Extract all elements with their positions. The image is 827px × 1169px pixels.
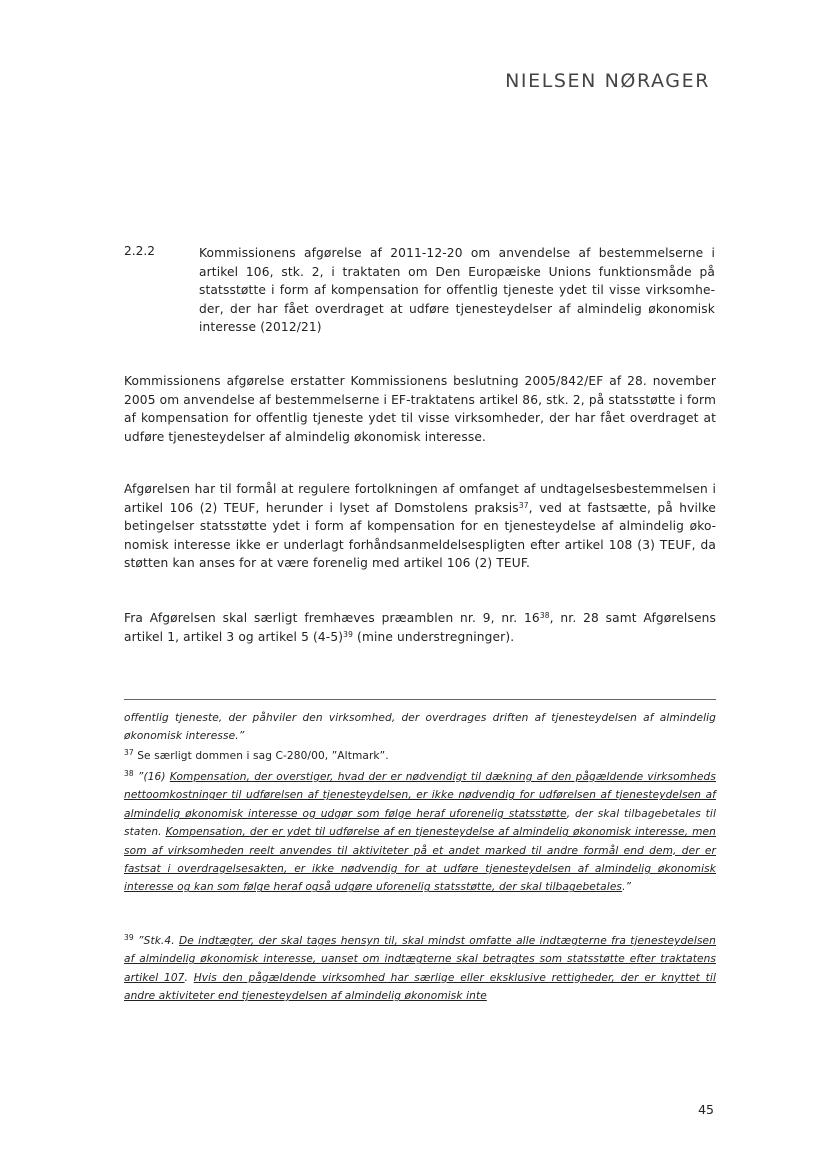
- footnote-39-number: 39: [124, 933, 134, 942]
- footnote-38-underlined-1: Kompensation, der overstiger, hvad der er nødvendigt til dækning af den pågældende virksomheds nettoomkostninger til udførelsen af tjenesteydelsen, er ikke nødvendig for udførelsen af tjenesteydelsen af almindelig økonomisk interesse og udgør som følge heraf uforenelig statsstøtte: [124, 771, 716, 820]
- footnote-39: [124, 932, 716, 1006]
- footnote-38-underlined-2: Kompensation, der er ydet til udførelse af en tjenesteydelse af almindelig økonomisk interesse, men som af virksomheden reelt anvendes til aktiviteter på et andet marked til andre formål end dem, der er fastsat i overdragelsesakten, er ikke nødvendig for at udføre tjenesteydelsen af almindelig økonomisk interesse og kan som følge heraf også udgøre uforenelig statsstøtte, der skal tilbagebetales: [124, 826, 716, 894]
- footnote-ref-38[interactable]: 38: [539, 611, 550, 620]
- firm-name-header: NIELSEN NØRAGER: [505, 70, 710, 92]
- section-title: Kommissionens afgørelse af 2011-12-20 om anvendelse af bestemmelserne i artikel 106, stk. 2, i traktaten om Den Europæiske Unions funktionsmåde på statsstøtte i form af kompensation for offentlig tjeneste ydet til visse virksomheder, der har fået overdraget at udføre tjenesteydelser af almindelig økonomisk interesse (2012/21): [199, 246, 715, 335]
- footnote-37: [124, 747, 716, 765]
- footnote-38: [124, 768, 716, 897]
- paragraph-2-text-b: , ved at fastsætte, på hvilke betingelser statsstøtte ydet i form af kompensation for en tjenesteydelse af almindelig økonomisk interesse ikke er underlagt forhåndsanmeldelsespligten efter artikel 108 (3) TEUF, da støtten kan anses for at være forenelig med artikel 106 (2) TEUF.: [124, 500, 716, 571]
- paragraph-3-text-a: Fra Afgørelsen skal særligt fremhæves præamblen nr. 9, nr. 16: [124, 611, 540, 625]
- footnote-39-underlined-1: De indtægter, der skal tages hensyn til, skal mindst omfatte alle indtægterne fra tjenesteydelsen af almindelig økonomisk interesse, uanset om indtægterne skal betragtes som statsstøtte efter traktatens artikel 107: [124, 935, 716, 984]
- footnote-38-number: 38: [124, 769, 134, 778]
- paragraph-2: [124, 480, 716, 573]
- footnote-continued: offentlig tjeneste, der påhviler den virksomhed, der overdrages driften af tjenesteydelsen af almindelig økonomisk interesse.”: [124, 712, 716, 743]
- footnote-37-text: Se særligt dommen i sag C-280/00, ”Altmark”.: [133, 750, 389, 762]
- footnote-37-number: 37: [124, 748, 134, 757]
- page-number: 45: [698, 1102, 714, 1117]
- paragraph-1: Kommissionens afgørelse erstatter Kommissionens beslutning 2005/842/EF af 28. november 2005 om anvendelse af bestemmelserne i EF-traktatens artikel 86, stk. 2, på statsstøtte i form af kompensation for offentlig tjeneste ydet til visse virksomheder, der har fået overdraget at udføre tjenesteydelser af almindelig økonomisk interesse.: [124, 374, 716, 444]
- footnote-39-underlined-2: Hvis den pågældende virksomhed har særlige eller eksklusive rettigheder, der er knyttet til andre aktiviteter end tjenesteydelsen af almindelig økonomisk inte: [124, 971, 717, 1003]
- paragraph-3-text-b: , nr. 28 samt Afgørelsens artikel 1, artikel 3 og artikel 5 (4-5): [124, 611, 716, 644]
- footnote-ref-37[interactable]: 37: [518, 500, 529, 510]
- footnote-ref-39[interactable]: 39: [343, 629, 354, 639]
- footnote-separator: [124, 699, 716, 700]
- footnote-38-end: .”: [622, 881, 632, 894]
- footnote-39-middle: .: [184, 971, 194, 984]
- footnote-38-open: ”(16): [133, 771, 170, 783]
- footnote-39-open: ”Stk.4.: [133, 935, 179, 947]
- footnote-38-middle: , der skal tilbagebetales til staten.: [124, 807, 716, 839]
- paragraph-3: [124, 609, 716, 646]
- paragraph-2-text-a: Afgørelsen har til formål at regulere fortolkningen af omfanget af undtagelsesbestemmelsen i artikel 106 (2) TEUF, herunder i lyset af Domstolens praksis: [124, 482, 716, 515]
- section-number: 2.2.2: [124, 244, 156, 258]
- paragraph-3-text-c: (mine understregninger).: [353, 629, 515, 644]
